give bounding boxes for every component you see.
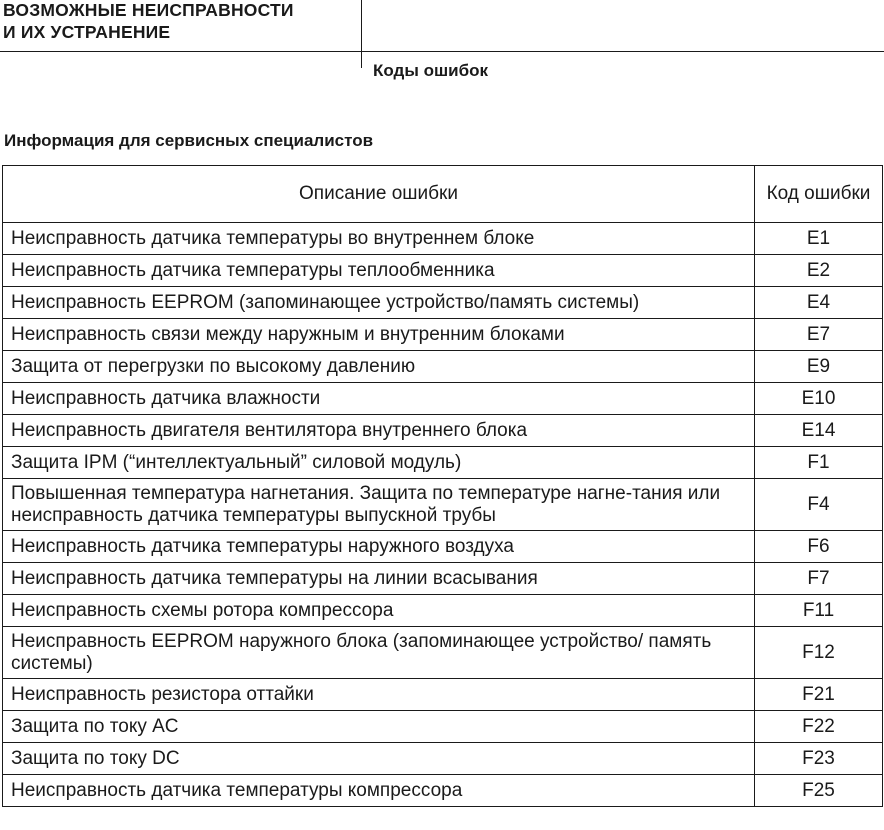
column-header-code: Код ошибки [755, 166, 883, 223]
error-description: Неисправность EEPROM наружного блока (запоминающее устройство/ память системы) [3, 627, 755, 679]
error-code: F6 [755, 531, 883, 563]
column-header-description: Описание ошибки [3, 166, 755, 223]
error-code: F7 [755, 563, 883, 595]
table-row [3, 255, 883, 287]
table-row [3, 223, 883, 255]
table-row [3, 595, 883, 627]
table-row [3, 287, 883, 319]
error-description: Защита по току AC [3, 711, 755, 743]
error-code: F4 [755, 479, 883, 531]
error-description: Неисправность двигателя вентилятора внутреннего блока [3, 415, 755, 447]
error-code: E10 [755, 383, 883, 415]
table-row [3, 319, 883, 351]
error-description: Неисправность датчика температуры наружного воздуха [3, 531, 755, 563]
table-row [3, 383, 883, 415]
section-title-line1: ВОЗМОЖНЫЕ НЕИСПРАВНОСТИ [3, 0, 294, 20]
error-description: Защита от перегрузки по высокому давлению [3, 351, 755, 383]
table-row [3, 775, 883, 807]
error-code: E2 [755, 255, 883, 287]
error-code: F25 [755, 775, 883, 807]
table-row [3, 627, 883, 679]
error-code: F11 [755, 595, 883, 627]
error-description: Защита IPM (“интеллектуальный” силовой модуль) [3, 447, 755, 479]
error-description: Неисправность схемы ротора компрессора [3, 595, 755, 627]
table-row [3, 711, 883, 743]
info-heading: Информация для сервисных специалистов [4, 131, 374, 150]
table-row [3, 563, 883, 595]
error-code: E1 [755, 223, 883, 255]
table-row [3, 679, 883, 711]
table-row [3, 743, 883, 775]
error-description: Повышенная температура нагнетания. Защита по температуре нагне-тания или неисправность датчика температуры выпускной трубы [3, 479, 755, 531]
error-description: Неисправность датчика температуры компрессора [3, 775, 755, 807]
section-title-line2: И ИХ УСТРАНЕНИЕ [3, 22, 171, 42]
error-code: F23 [755, 743, 883, 775]
header-vertical-divider [361, 0, 362, 68]
table-header-row [3, 166, 883, 223]
error-code: E4 [755, 287, 883, 319]
error-code: E9 [755, 351, 883, 383]
error-code: E14 [755, 415, 883, 447]
section-title [3, 0, 294, 43]
error-description: Неисправность датчика температуры во внутреннем блоке [3, 223, 755, 255]
table-row [3, 447, 883, 479]
table-row [3, 531, 883, 563]
table-row [3, 415, 883, 447]
subsection-title: Коды ошибок [373, 61, 488, 80]
error-description: Неисправность датчика температуры теплообменника [3, 255, 755, 287]
table-row [3, 479, 883, 531]
error-description: Неисправность датчика температуры на линии всасывания [3, 563, 755, 595]
error-code: F1 [755, 447, 883, 479]
error-code: F22 [755, 711, 883, 743]
error-description: Неисправность датчика влажности [3, 383, 755, 415]
error-description: Неисправность EEPROM (запоминающее устройство/память системы) [3, 287, 755, 319]
error-description: Защита по току DC [3, 743, 755, 775]
table-row [3, 351, 883, 383]
error-description: Неисправность резистора оттайки [3, 679, 755, 711]
error-description: Неисправность связи между наружным и внутренним блоками [3, 319, 755, 351]
error-code: F12 [755, 627, 883, 679]
error-codes-table [2, 165, 883, 807]
header-horizontal-divider [0, 51, 884, 52]
error-code: F21 [755, 679, 883, 711]
error-code: E7 [755, 319, 883, 351]
